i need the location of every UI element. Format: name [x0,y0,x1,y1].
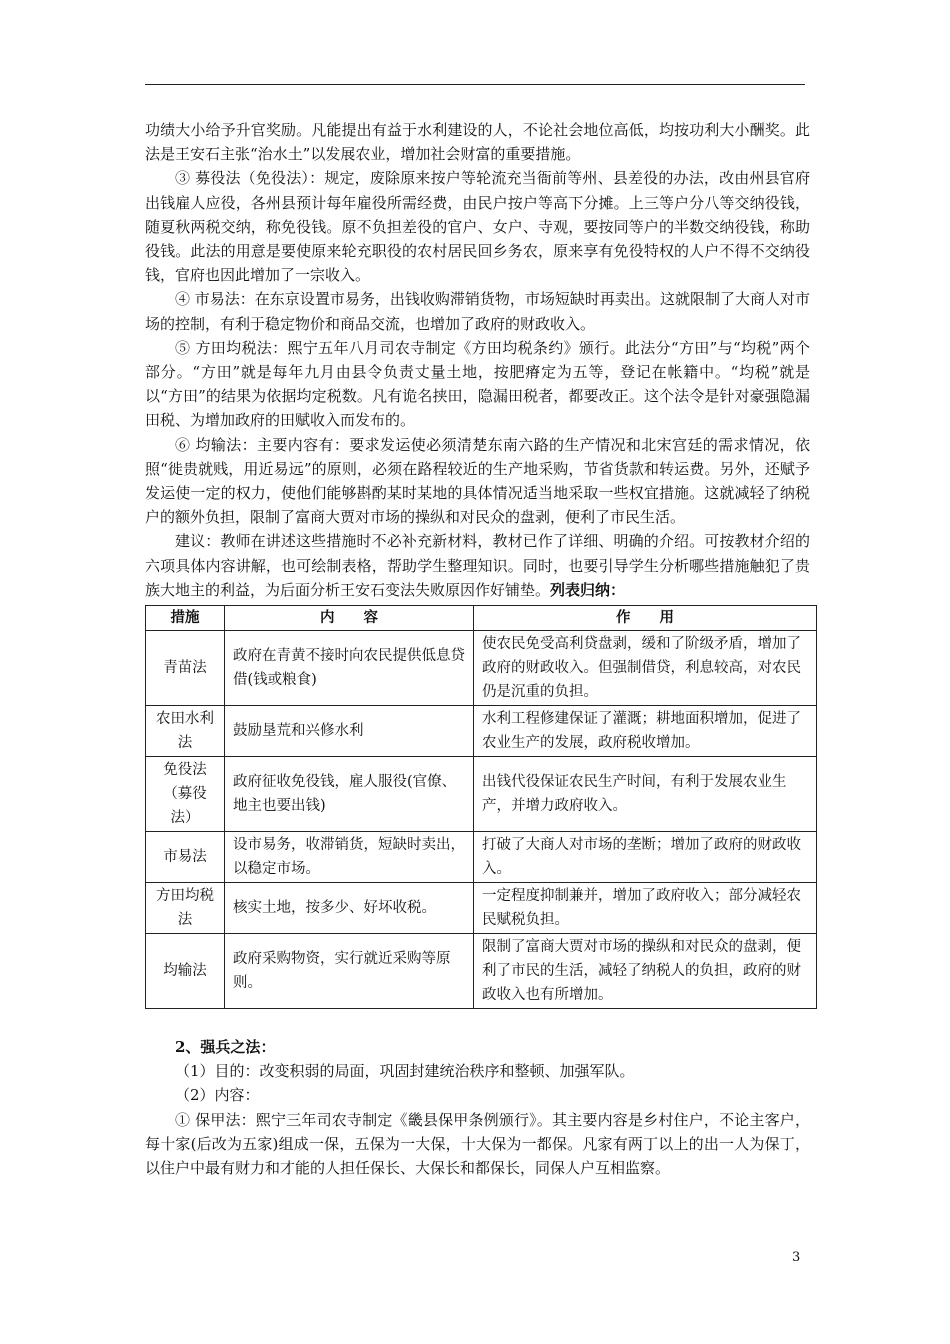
paragraph-bao-jia-fa: ① 保甲法：熙宁三年司农寺制定《畿县保甲条例颁行》。其主要内容是乡村住户，不论主客户，每十家(后改为五家)组成一保，五保为一大保，十大保为一都保。凡家有两丁以上的出一人为保丁，以住户中最有财力和才能的人担任保长、大保长和都保长，同保人户互相监察。 [145,1110,810,1178]
paragraph-jun-shu-fa: ⑥ 均输法：主要内容有：要求发运使必须清楚东南六路的生产情况和北宋宫廷的需求情况，依照“徙贵就贱，用近易远”的原则，必须在路程较近的生产地采购，节省货款和转运费。另外，还赋予发运使一定的权力，使他们能够斟酌某时某地的具体情况适当地采取一些权宜措施。这就减轻了纳税户的额外负担，限制了富商大贾对市场的操纵和对民众的盘剥，便利了市民生活。 [145,435,810,527]
cell-effect: 限制了富商大贾对市场的操纵和对民众的盘剥，便利了市民的生活，减轻了纳税人的负担，政府的财政收入也有所增加。 [474,934,817,1009]
cell-effect: 打破了大商人对市场的垄断；增加了政府的财政收入。 [474,832,817,883]
cell-content: 政府采购物资，实行就近采购等原则。 [225,934,474,1009]
cell-content: 政府征收免役钱，雇人服役(官僚、地主也要出钱) [225,757,474,832]
cell-content: 鼓励垦荒和兴修水利 [225,706,474,757]
reform-summary-table [145,605,817,1009]
cell-content: 政府在青黄不接时向农民提供低息贷借(钱或粮食) [225,631,474,706]
section-content-label: （2）内容： [175,1086,260,1105]
cell-effect: 一定程度抑制兼并，增加了政府收入；部分减轻农民赋税负担。 [474,883,817,934]
table-row [146,883,817,934]
header-content: 内 容 [225,606,474,631]
table-row [146,631,817,706]
paragraph-shi-yi-fa: ④ 市易法：在东京设置市易务，出钱收购滞销货物，市场短缺时再卖出。这就限制了大商人对市场的控制，有利于稳定物价和商品交流，也增加了政府的财政收入。 [145,290,810,333]
page-content [145,118,810,1180]
paragraph-suggestion [145,529,810,602]
header-effect: 作 用 [474,606,817,631]
cell-measure: 市易法 [146,832,225,883]
section-strong-army [145,1035,810,1180]
header-measure: 措施 [146,606,225,631]
cell-measure: 青苗法 [146,631,225,706]
table-row [146,832,817,883]
paragraph-mu-yi-fa: ③ 募役法（免役法）：规定，废除原来按户等轮流充当衙前等州、县差役的办法，改由州县官府出钱雇人应役，各州县预计每年雇役所需经费，由民户按户等高下分摊。上三等户分八等交纳役钱，随夏秋两税交纳，称免役钱。原不负担差役的官户、女户、寺观，要按同等户的半数交纳役钱，称助役钱。此法的用意是要使原来轮充职役的农村居民回乡务农，原来享有免役特权的人户不得不交纳役钱，官府也因此增加了一宗收入。 [145,169,810,285]
page-number: 3 [792,1250,801,1265]
cell-content: 设市易务，收滞销货，短缺时卖出，以稳定市场。 [225,832,474,883]
suggestion-text: 建议：教师在讲述这些措施时不必补充新材料，教材已作了详细、明确的介绍。可按教材介绍的六项具体内容讲解，也可绘制表格，帮助学生整理知识。同时，也要引导学生分析哪些措施触犯了贵族大地主的利益，为后面分析王安石变法失败原因作好铺垫。 [145,532,810,599]
section-heading: 2、强兵之法： [175,1038,276,1057]
header-rule [145,84,805,85]
paragraph-fang-tian-fa: ⑤ 方田均税法：熙宁五年八月司农寺制定《方田均税条约》颁行。此法分“方田”与“均税”两个部分。“方田”就是每年九月由县令负责丈量土地，按肥瘠定为五等，登记在帐籍中。“均税”就是以“方田”的结果为依据均定税数。凡有诡名挟田，隐漏田税者，都要改正。这个法令是针对豪强隐漏田税、为增加政府的田赋收入而发布的。 [145,338,810,430]
paragraph-water-conservancy-end: 功绩大小给予升官奖励。凡能提出有益于水利建设的人，不论社会地位高低，均按功利大小酬奖。此法是王安石主张“治水土”以发展农业，增加社会财富的重要措施。 [145,121,810,164]
suggestion-bold: 列表归纳： [550,580,626,599]
table-header-row [146,606,817,631]
cell-effect: 使农民免受高利贷盘剥，缓和了阶级矛盾，增加了政府的财政收入。但强制借贷，利息较高，对农民仍是沉重的负担。 [474,631,817,706]
cell-measure: 免役法（募役法） [146,757,225,832]
cell-content: 核实土地，按多少、好坏收税。 [225,883,474,934]
table-row [146,706,817,757]
cell-measure: 方田均税法 [146,883,225,934]
cell-effect: 出钱代役保证农民生产时间，有利于发展农业生产，并增力政府收入。 [474,757,817,832]
section-purpose: （1）目的：改变积弱的局面，巩固封建统治秩序和整顿、加强军队。 [175,1062,635,1081]
cell-effect: 水利工程修建保证了灌溉；耕地面积增加，促进了农业生产的发展，政府税收增加。 [474,706,817,757]
table-row [146,934,817,1009]
cell-measure: 均输法 [146,934,225,1009]
cell-measure: 农田水利法 [146,706,225,757]
table-row [146,757,817,832]
